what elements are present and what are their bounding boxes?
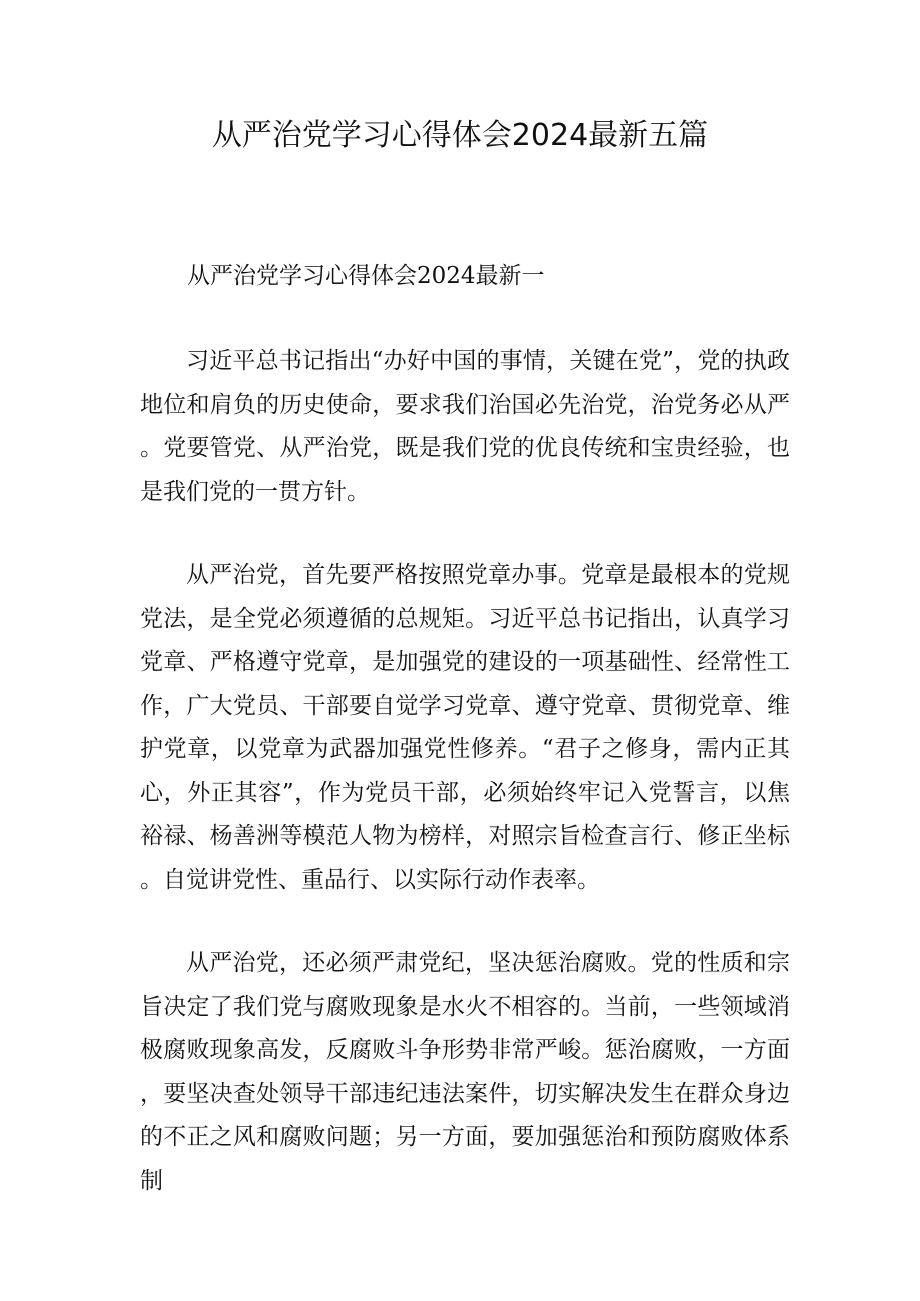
- paragraph-3: 从严治党，还必须严肃党纪，坚决惩治腐败。党的性质和宗旨决定了我们党与腐败现象是水火不相容的。当前，一些领域消极腐败现象高发，反腐败斗争形势非常严峻。惩治腐败，一方面，要坚决查处领导干部违纪违法案件，切实解决发生在群众身边的不正之风和腐败问题；另一方面，要加强惩治和预防腐败体系制: [140, 950, 790, 1194]
- paragraph-1: 习近平总书记指出“办好中国的事情，关键在党”，党的执政地位和肩负的历史使命，要求我们治国必先治党，治党务必从严。党要管党、从严治党，既是我们党的优良传统和宝贵经验，也是我们党的一贯方针。: [140, 348, 790, 505]
- section-heading: 从严治党学习心得体会2024最新一: [187, 263, 545, 289]
- paragraph-2: 从严治党，首先要严格按照党章办事。党章是最根本的党规党法，是全党必须遵循的总规矩。习近平总书记指出，认真学习党章、严格遵守党章，是加强党的建设的一项基础性、经常性工作，广大党员、干部要自觉学习党章、遵守党章、贯彻党章、维护党章，以党章为武器加强党性修养。“君子之修身，需内正其心，外正其容”，作为党员干部，必须始终牢记入党誓言，以焦裕禄、杨善洲等模范人物为榜样，对照宗旨检查言行、修正坐标。自觉讲党性、重品行、以实际行动作表率。: [140, 562, 790, 893]
- document-title: 从严治党学习心得体会2024最新五篇: [211, 118, 709, 153]
